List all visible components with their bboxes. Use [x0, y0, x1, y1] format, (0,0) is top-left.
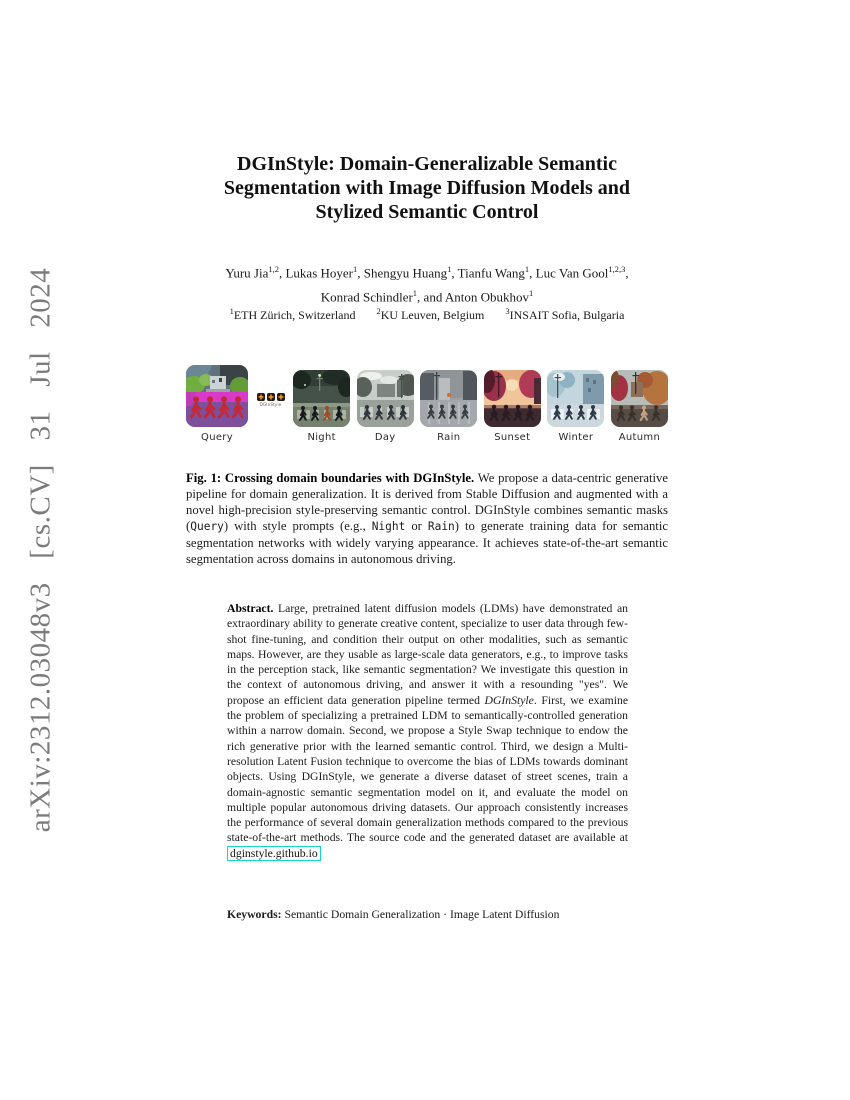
author: Konrad Schindler	[320, 289, 413, 305]
figure-tile-query	[186, 365, 248, 443]
keywords-line	[227, 908, 628, 921]
autumn-image	[611, 370, 668, 427]
author-affil-sup: 1	[353, 264, 358, 274]
tile-label-night: Night	[307, 432, 336, 443]
caption-text: ) with style prompts (e.g.,	[223, 519, 372, 533]
author: , Lukas Hoyer	[278, 265, 353, 281]
author-affil-sup: 1	[447, 264, 452, 274]
author-affil-sup: 1	[529, 288, 534, 299]
project-page-link[interactable]: dginstyle.github.io	[227, 846, 321, 861]
tile-label-winter: Winter	[558, 432, 594, 443]
figure-tile-night	[293, 370, 350, 443]
tile-label-rain: Rain	[437, 432, 461, 443]
figure-caption-label: Fig. 1: Crossing domain boundaries with DGInStyle.	[186, 471, 475, 485]
star-icon	[267, 393, 275, 401]
caption-mono-rain: Rain	[427, 520, 455, 533]
affiliation-eth	[230, 308, 356, 322]
author: , Tianfu Wang	[451, 265, 525, 281]
affiliation-kuleuven	[376, 308, 484, 322]
affiliation-sup: 3	[505, 306, 510, 316]
tile-label-sunset: Sunset	[494, 432, 531, 443]
figure-tile-autumn	[611, 370, 668, 443]
paper-title-line-3: Stylized Semantic Control	[315, 201, 539, 223]
affiliation-sup: 2	[376, 306, 381, 316]
tile-label-autumn: Autumn	[618, 432, 661, 443]
sunset-image	[484, 370, 541, 427]
dginstyle-logo	[255, 393, 287, 407]
rain-image	[420, 370, 477, 427]
query-segmentation-image	[186, 365, 248, 427]
keywords-heading: Keywords:	[227, 908, 282, 921]
affiliation-insait	[505, 308, 624, 322]
figure-tile-rain	[420, 370, 477, 443]
abstract-text: . First, we examine the problem of specializing a pretrained LDM to semantically-controlled generation within a narrow domain. Second, we propose a Style Swap technique to endow the rich generative prior with the learned semantic control. Third, we design a Multi-resolution Latent Fusion technique to overcome the bias of LDMs towards dominant objects. Using DGInStyle, we generate a diverse dataset of street scenes, train a domain-agnostic semantic segmentation model on it, and evaluate the model on multiple popular autonomous driving datasets. Our approach consistently increases the performance of several domain generalization methods compared to the previous state-of-the-art methods. The source code and the generated dataset are available at	[227, 693, 629, 845]
author-affil-sup: 1	[412, 288, 418, 299]
paper-title-line-2: Segmentation with Image Diffusion Models and	[223, 177, 631, 199]
caption-text: or	[405, 519, 428, 533]
caption-mono-night: Night	[371, 520, 406, 533]
affiliation-text: INSAIT Sofia, Bulgaria	[509, 308, 625, 322]
author: , and Anton Obukhov	[417, 289, 529, 305]
author: , Luc Van Gool	[529, 265, 609, 281]
figure-1-strip	[186, 365, 668, 443]
author: ,	[625, 265, 629, 281]
figure-tile-sunset	[484, 370, 541, 443]
keywords-text: Semantic Domain Generalization · Image Latent Diffusion	[281, 908, 560, 921]
author-line-1	[186, 259, 668, 283]
caption-mono-query: Query	[190, 520, 224, 533]
tile-label-day: Day	[374, 432, 396, 443]
abstract-heading: Abstract.	[227, 602, 274, 615]
author: , Shengyu Huang	[357, 265, 448, 281]
author-affil-sup: 1,2,3	[608, 264, 626, 274]
paper-title-line-1: DGInStyle: Domain-Generalizable Semantic	[237, 153, 617, 175]
paper-title	[186, 152, 668, 224]
affiliation-text: KU Leuven, Belgium	[380, 308, 485, 322]
winter-image	[547, 370, 604, 427]
figure-1-caption	[186, 470, 668, 567]
author: Yuru Jia	[225, 265, 269, 281]
author-affil-sup: 1	[524, 264, 530, 274]
abstract-italic-dginstyle: DGInStyle	[484, 693, 534, 707]
logo-dots	[257, 393, 285, 401]
affiliation-text: ETH Zürich, Switzerland	[233, 308, 356, 322]
arxiv-watermark: arXiv:2312.03048v3 [cs.CV] 31 Jul 2024	[24, 267, 57, 833]
author-line-2	[186, 283, 668, 307]
night-image	[293, 370, 350, 427]
author-affil-sup: 1,2	[268, 264, 279, 274]
caption-text: We propose a data-centric generative pipeline for domain generalization. It is derived from Stable Diffusion and augmented with a novel high-precision style-preserving semantic control. DGInStyle combines semantic masks (	[186, 471, 668, 533]
star-icon	[257, 393, 265, 401]
author-list	[186, 259, 668, 308]
figure-tile-day	[357, 370, 414, 443]
star-icon	[277, 393, 285, 401]
abstract-text: Large, pretrained latent diffusion models (LDMs) have demonstrated an extraordinary ability to generate creative content, specialize to user data through few-shot fine-tuning, and condition their output on other modalities, such as semantic maps. However, are they usable as large-scale data generators, e.g., to improve tasks in the perception stack, like semantic segmentation? We investigate this question in the context of autonomous driving, and answer it with a resounding "yes". We propose an efficient data generation pipeline termed	[227, 602, 628, 707]
affiliation-sup: 1	[229, 306, 234, 316]
logo-wordmark: DGInStyle	[259, 402, 282, 407]
abstract	[227, 601, 628, 861]
caption-text: ) to generate training data for semantic segmentation networks with widely varying appearance. It achieves state-of-the-art semantic segmentation across domains in autonomous driving.	[186, 519, 668, 566]
tile-label-query: Query	[201, 432, 233, 443]
affiliation-list	[186, 306, 668, 323]
day-image	[357, 370, 414, 427]
figure-tile-winter	[547, 370, 604, 443]
